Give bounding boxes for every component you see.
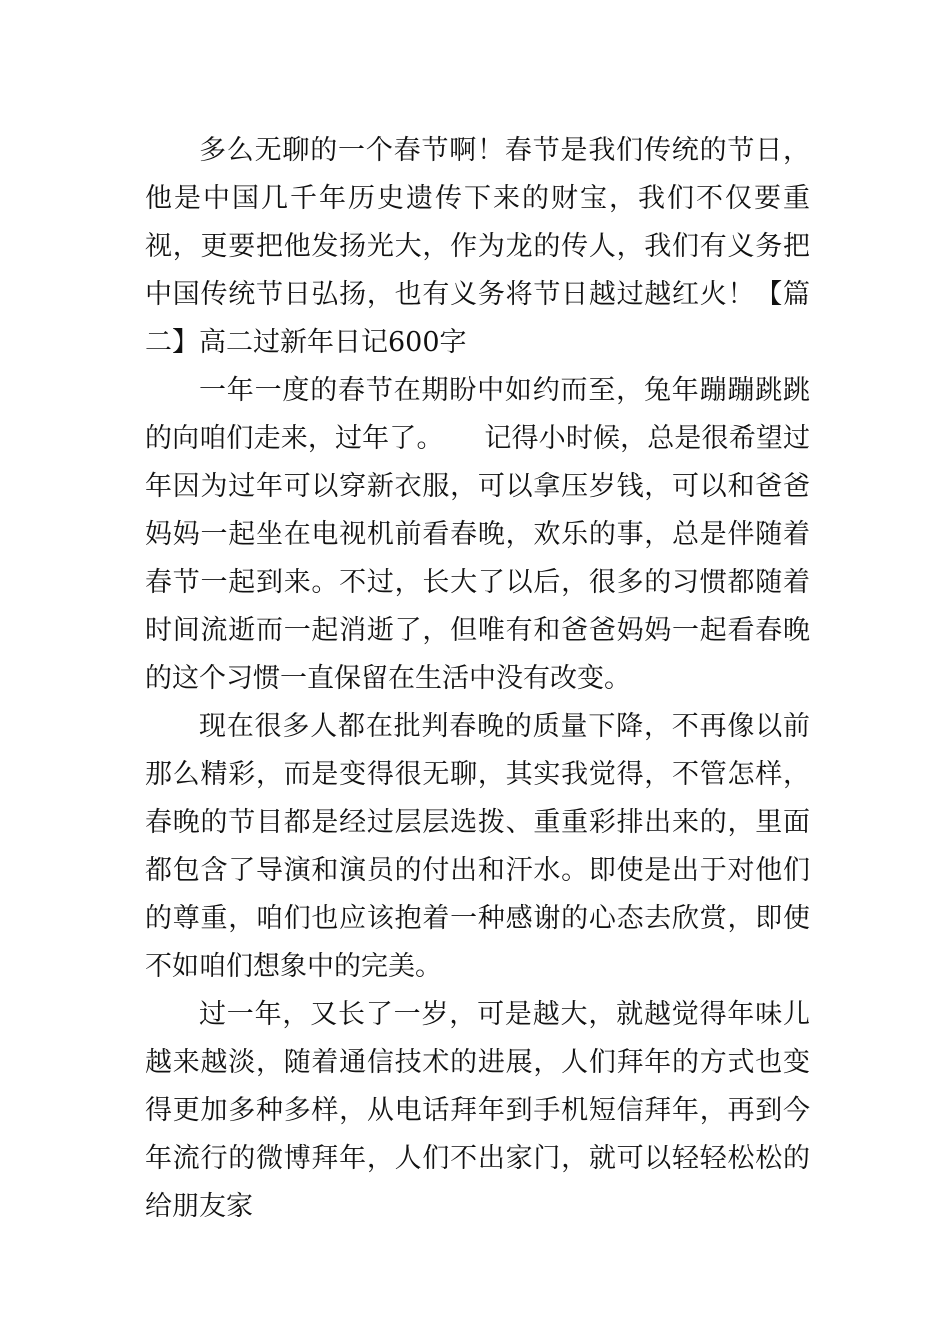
paragraph-1: 多么无聊的一个春节啊！春节是我们传统的节日，他是中国几千年历史遗传下来的财宝，我们不仅要重视，更要把他发扬光大，作为龙的传人，我们有义务把中国传统节日弘扬，也有义务将节日越过越红火！【篇二】高二过新年日记600字 [145, 135, 810, 358]
document-body [145, 127, 810, 1231]
paragraph-2: 一年一度的春节在期盼中如约而至，兔年蹦蹦跳跳的向咱们走来，过年了。 记得小时候，总是很希望过年因为过年可以穿新衣服，可以拿压岁钱，可以和爸爸妈妈一起坐在电视机前看春晚，欢乐的事，总是伴随着春节一起到来。不过，长大了以后，很多的习惯都随着时间流逝而一起消逝了，但唯有和爸爸妈妈一起看春晚的这个习惯一直保留在生活中没有改变。 [145, 375, 810, 694]
paragraph-4: 过一年，又长了一岁，可是越大，就越觉得年味儿越来越淡，随着通信技术的进展，人们拜年的方式也变得更加多种多样，从电话拜年到手机短信拜年，再到今年流行的微博拜年，人们不出家门，就可以轻轻松松的给朋友家 [145, 999, 810, 1222]
paragraph-3: 现在很多人都在批判春晚的质量下降，不再像以前那么精彩，而是变得很无聊，其实我觉得，不管怎样，春晚的节目都是经过层层选拨、重重彩排出来的，里面都包含了导演和演员的付出和汗水。即使是出于对他们的尊重，咱们也应该抱着一种感谢的心态去欣赏，即使不如咱们想象中的完美。 [145, 711, 810, 982]
